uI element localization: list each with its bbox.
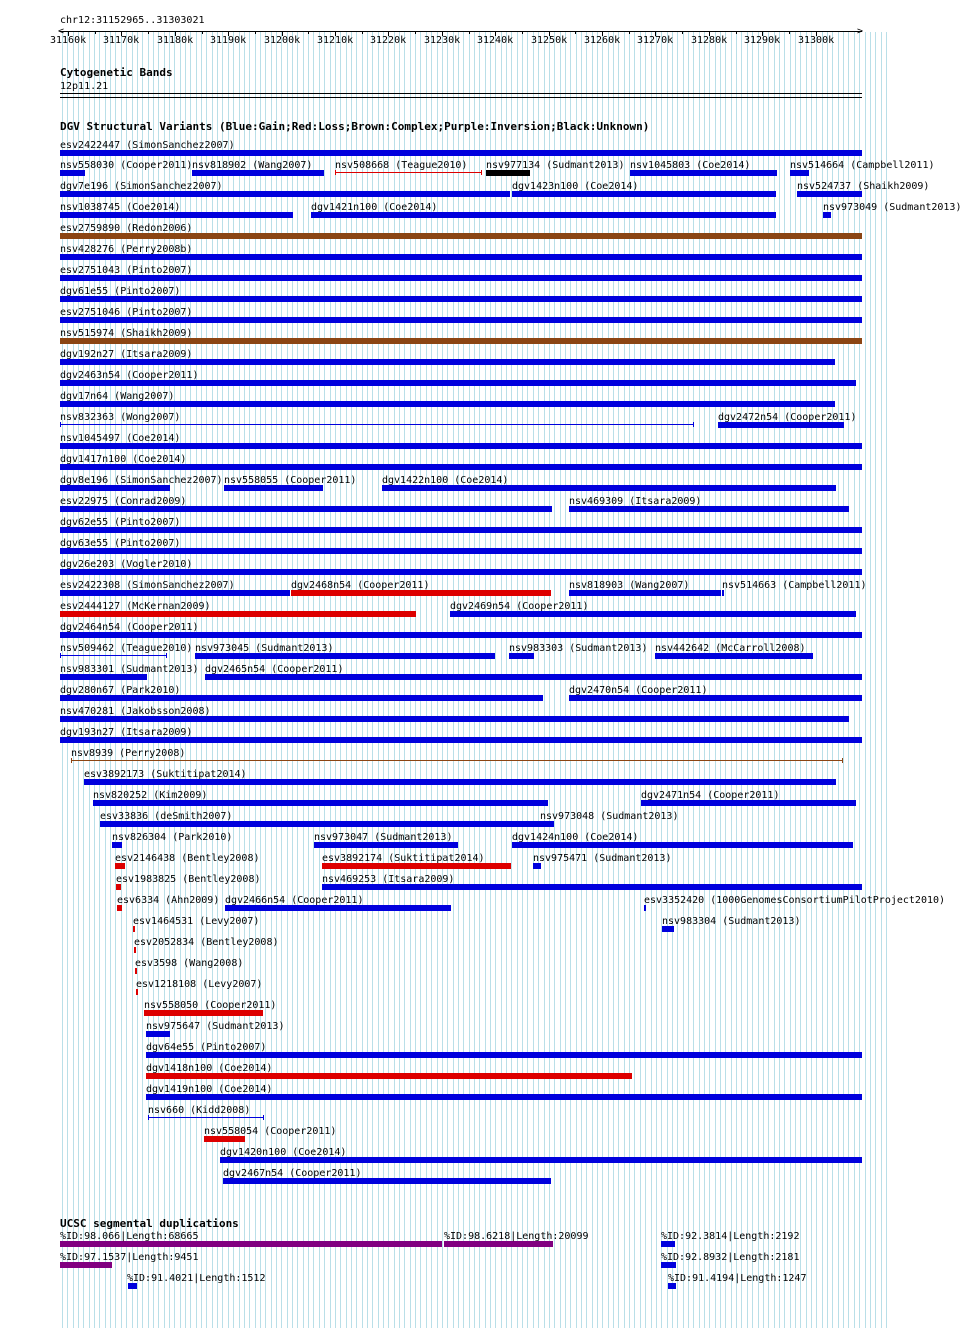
minor-tick: [629, 31, 630, 34]
feature-label[interactable]: nsv973049 (Sudmant2013): [823, 202, 961, 213]
feature-label[interactable]: nsv975647 (Sudmant2013): [146, 1021, 285, 1032]
feature-label[interactable]: nsv973045 (Sudmant2013): [195, 643, 334, 654]
feature-label[interactable]: esv2422308 (SimonSanchez2007): [60, 580, 235, 591]
minor-tick: [415, 31, 416, 34]
feature-label[interactable]: nsv977134 (Sudmant2013): [486, 160, 625, 171]
feature-label[interactable]: nsv1045497 (Coe2014): [60, 433, 181, 444]
feature-label[interactable]: nsv983304 (Sudmant2013): [662, 916, 801, 927]
feature-label[interactable]: nsv818903 (Wang2007): [569, 580, 690, 591]
feature-label[interactable]: dgv17n64 (Wang2007): [60, 391, 175, 402]
feature-label[interactable]: nsv558030 (Cooper2011): [60, 160, 193, 171]
ruler-tick-label: 31210k: [317, 35, 354, 46]
feature-label[interactable]: dgv2472n54 (Cooper2011): [718, 412, 857, 423]
feature-label[interactable]: dgv1419n100 (Coe2014): [146, 1084, 273, 1095]
feature-label[interactable]: nsv975471 (Sudmant2013): [533, 853, 672, 864]
feature-label[interactable]: esv2444127 (McKernan2009): [60, 601, 211, 612]
feature-label[interactable]: esv2751046 (Pinto2007): [60, 307, 193, 318]
feature-label[interactable]: dgv26e203 (Vogler2010): [60, 559, 193, 570]
feature-label[interactable]: dgv62e55 (Pinto2007): [60, 517, 181, 528]
feature-label[interactable]: dgv1423n100 (Coe2014): [512, 181, 639, 192]
feature-label[interactable]: dgv7e196 (SimonSanchez2007): [60, 181, 223, 192]
feature-label[interactable]: %ID:98.6218|Length:20099: [444, 1231, 589, 1242]
feature-label[interactable]: esv6334 (Ahn2009): [117, 895, 220, 906]
feature-bar[interactable]: [60, 401, 835, 407]
cytoband-line-bottom: [60, 97, 862, 98]
track-title: DGV Structural Variants (Blue:Gain;Red:Loss;Brown:Complex;Purple:Inversion;Black:Unknown): [60, 120, 650, 133]
feature-label[interactable]: esv33836 (deSmith2007): [100, 811, 233, 822]
feature-label[interactable]: dgv1424n100 (Coe2014): [512, 832, 639, 843]
feature-span-line[interactable]: [71, 760, 842, 761]
feature-span-line[interactable]: [335, 172, 481, 173]
feature-label[interactable]: dgv1420n100 (Coe2014): [220, 1147, 347, 1158]
feature-label[interactable]: dgv280n67 (Park2010): [60, 685, 181, 696]
feature-label[interactable]: esv3892173 (Suktitipat2014): [84, 769, 247, 780]
ruler-tick-label: 31180k: [157, 35, 194, 46]
feature-label[interactable]: dgv1422n100 (Coe2014): [382, 475, 509, 486]
feature-label[interactable]: nsv558050 (Cooper2011): [144, 1000, 277, 1011]
feature-label[interactable]: nsv1038745 (Coe2014): [60, 202, 181, 213]
feature-label[interactable]: esv3598 (Wang2008): [135, 958, 244, 969]
feature-label[interactable]: dgv2468n54 (Cooper2011): [291, 580, 430, 591]
feature-label[interactable]: nsv514664 (Campbell2011): [790, 160, 935, 171]
ruler-tick-label: 31220k: [370, 35, 407, 46]
ruler-right-arrow: >: [857, 26, 864, 37]
feature-label[interactable]: esv3352420 (1000GenomesConsortiumPilotProject2010): [644, 895, 946, 906]
feature-label[interactable]: esv3892174 (Suktitipat2014): [322, 853, 485, 864]
minor-tick: [308, 31, 309, 34]
ruler-tick-label: 31190k: [210, 35, 247, 46]
feature-label[interactable]: nsv442642 (McCarroll2008): [655, 643, 806, 654]
feature-label[interactable]: nsv1045803 (Coe2014): [630, 160, 751, 171]
feature-label[interactable]: dgv64e55 (Pinto2007): [146, 1042, 267, 1053]
feature-label[interactable]: dgv63e55 (Pinto2007): [60, 538, 181, 549]
feature-label[interactable]: dgv2467n54 (Cooper2011): [223, 1168, 362, 1179]
feature-label[interactable]: %ID:92.8932|Length:2181: [661, 1252, 800, 1263]
feature-label[interactable]: dgv2470n54 (Cooper2011): [569, 685, 708, 696]
feature-label[interactable]: esv2052834 (Bentley2008): [134, 937, 279, 948]
minor-tick: [469, 31, 470, 34]
ruler-axis: [60, 31, 862, 32]
track-title: Cytogenetic Bands: [60, 66, 173, 79]
minor-tick: [362, 31, 363, 34]
feature-label[interactable]: dgv1418n100 (Coe2014): [146, 1063, 273, 1074]
feature-label[interactable]: %ID:97.1537|Length:9451: [60, 1252, 199, 1263]
ruler-tick-label: 31250k: [531, 35, 568, 46]
feature-label[interactable]: nsv973048 (Sudmant2013): [540, 811, 679, 822]
feature-label[interactable]: esv1983825 (Bentley2008): [116, 874, 261, 885]
feature-label[interactable]: dgv2466n54 (Cooper2011): [225, 895, 364, 906]
minor-tick: [522, 31, 523, 34]
cytoband-label: 12p11.21: [60, 81, 109, 92]
feature-label[interactable]: nsv8939 (Perry2008): [71, 748, 186, 759]
minor-tick: [789, 31, 790, 34]
track-title: UCSC segmental duplications: [60, 1217, 239, 1230]
feature-label[interactable]: esv1464531 (Levy2007): [133, 916, 260, 927]
minor-tick: [95, 31, 96, 34]
feature-label[interactable]: nsv983301 (Sudmant2013): [60, 664, 199, 675]
ruler-tick-label: 31280k: [691, 35, 728, 46]
feature-label[interactable]: dgv2465n54 (Cooper2011): [205, 664, 344, 675]
feature-label[interactable]: nsv470281 (Jakobsson2008): [60, 706, 211, 717]
feature-label[interactable]: nsv820252 (Kim2009): [93, 790, 208, 801]
feature-span-cap: [693, 422, 694, 427]
ruler-tick-label: 31200k: [264, 35, 301, 46]
ruler-tick-label: 31240k: [477, 35, 514, 46]
feature-label[interactable]: nsv514663 (Campbell2011): [722, 580, 867, 591]
feature-span-cap: [263, 1115, 264, 1120]
feature-label[interactable]: dgv193n27 (Itsara2009): [60, 727, 193, 738]
feature-label[interactable]: esv2759890 (Redon2006): [60, 223, 193, 234]
feature-label[interactable]: nsv973047 (Sudmant2013): [314, 832, 453, 843]
feature-label[interactable]: nsv428276 (Perry2008b): [60, 244, 193, 255]
feature-label[interactable]: esv2146438 (Bentley2008): [115, 853, 260, 864]
feature-label[interactable]: nsv983303 (Sudmant2013): [509, 643, 648, 654]
feature-label[interactable]: dgv2463n54 (Cooper2011): [60, 370, 199, 381]
feature-label[interactable]: nsv509462 (Teague2010): [60, 643, 193, 654]
feature-label[interactable]: esv2751043 (Pinto2007): [60, 265, 193, 276]
ruler-tick-label: 31170k: [103, 35, 140, 46]
feature-label[interactable]: nsv515974 (Shaikh2009): [60, 328, 193, 339]
feature-label[interactable]: dgv192n27 (Itsara2009): [60, 349, 193, 360]
minor-tick: [575, 31, 576, 34]
feature-label[interactable]: nsv660 (Kidd2008): [148, 1105, 251, 1116]
ruler-tick-label: 31230k: [424, 35, 461, 46]
feature-label[interactable]: dgv2471n54 (Cooper2011): [641, 790, 780, 801]
feature-label[interactable]: esv1218108 (Levy2007): [136, 979, 263, 990]
feature-label[interactable]: esv2422447 (SimonSanchez2007): [60, 140, 235, 151]
feature-label[interactable]: nsv558054 (Cooper2011): [204, 1126, 337, 1137]
feature-label[interactable]: dgv61e55 (Pinto2007): [60, 286, 181, 297]
minor-tick: [736, 31, 737, 34]
feature-label[interactable]: nsv826304 (Park2010): [112, 832, 233, 843]
feature-span-cap: [842, 758, 843, 763]
minor-tick: [202, 31, 203, 34]
feature-label[interactable]: nsv558055 (Cooper2011): [224, 475, 357, 486]
feature-label[interactable]: nsv469309 (Itsara2009): [569, 496, 702, 507]
cytoband-line-top: [60, 93, 862, 94]
feature-label[interactable]: esv22975 (Conrad2009): [60, 496, 187, 507]
ruler-tick-label: 31300k: [798, 35, 835, 46]
feature-label[interactable]: dgv2464n54 (Cooper2011): [60, 622, 199, 633]
feature-label[interactable]: dgv2469n54 (Cooper2011): [450, 601, 589, 612]
feature-span-line[interactable]: [60, 424, 693, 425]
feature-label[interactable]: dgv1417n100 (Coe2014): [60, 454, 187, 465]
feature-label[interactable]: %ID:92.3814|Length:2192: [661, 1231, 800, 1242]
feature-label[interactable]: dgv1421n100 (Coe2014): [311, 202, 438, 213]
feature-label[interactable]: %ID:91.4194|Length:1247: [668, 1273, 807, 1284]
ruler-tick-label: 31160k: [50, 35, 87, 46]
feature-span-line[interactable]: [148, 1117, 263, 1118]
feature-span-cap: [481, 170, 482, 175]
minor-tick: [148, 31, 149, 34]
feature-label[interactable]: %ID:98.066|Length:68665: [60, 1231, 199, 1242]
feature-label[interactable]: %ID:91.4021|Length:1512: [127, 1273, 266, 1284]
minor-tick: [682, 31, 683, 34]
feature-label[interactable]: nsv524737 (Shaikh2009): [797, 181, 930, 192]
location-label: chr12:31152965..31303021: [60, 15, 205, 26]
minor-tick: [255, 31, 256, 34]
ruler-tick-label: 31290k: [744, 35, 781, 46]
feature-label[interactable]: nsv508668 (Teague2010): [335, 160, 468, 171]
feature-label[interactable]: nsv832363 (Wong2007): [60, 412, 181, 423]
feature-span-line[interactable]: [60, 655, 166, 656]
ruler-left-arrow: <: [58, 26, 65, 37]
ruler-tick-label: 31260k: [584, 35, 621, 46]
feature-label[interactable]: nsv469253 (Itsara2009): [322, 874, 455, 885]
feature-label[interactable]: nsv818902 (Wang2007): [192, 160, 313, 171]
feature-label[interactable]: dgv8e196 (SimonSanchez2007): [60, 475, 223, 486]
ruler-tick-label: 31270k: [637, 35, 674, 46]
